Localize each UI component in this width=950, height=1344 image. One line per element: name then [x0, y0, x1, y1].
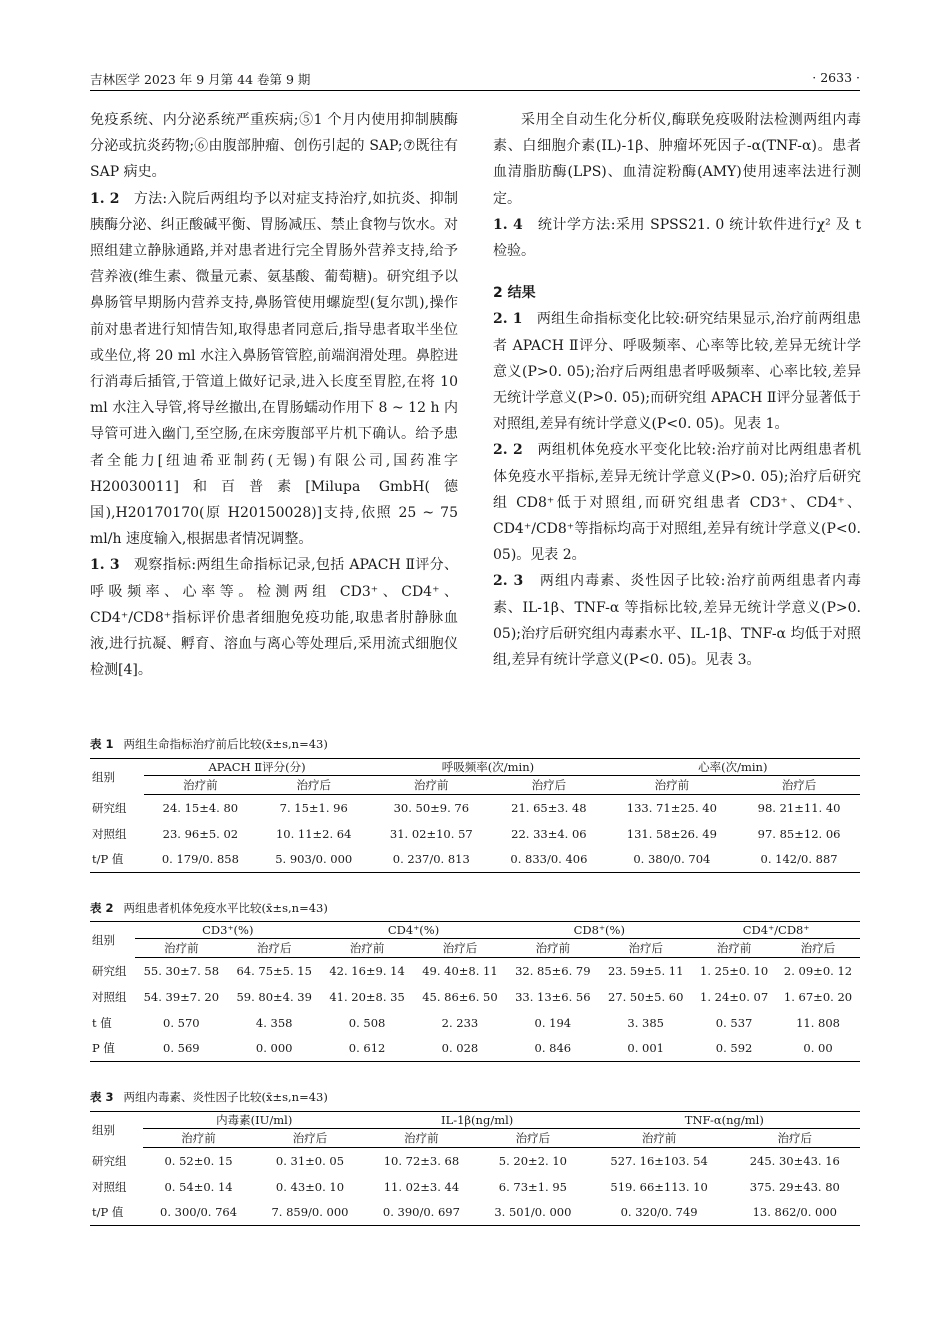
table-cell: 133. 71±25. 40	[626, 800, 717, 815]
table-cell: 23. 96±5. 02	[162, 826, 239, 841]
table-1	[90, 758, 860, 873]
table-cell: 30. 50±9. 76	[393, 800, 470, 815]
column-group-header: 内毒素(IU/ml)	[143, 1112, 366, 1129]
section-2-1	[493, 306, 861, 437]
table-cell: 24. 15±4. 80	[162, 800, 239, 815]
left-column	[90, 107, 458, 683]
row-label: t 值	[92, 1015, 112, 1030]
table-cell: 1. 67±0. 20	[783, 989, 853, 1004]
section-number: 2. 1	[493, 311, 523, 328]
table-cell: 0. 001	[599, 1036, 692, 1062]
table-cell: 1. 25±0. 10	[700, 963, 769, 978]
table-cell: 0. 31±0. 05	[275, 1153, 345, 1168]
table-cell: 519. 66±113. 10	[610, 1179, 708, 1194]
table-3	[90, 1111, 860, 1226]
table-cell: 0. 570	[163, 1015, 200, 1030]
table-cell: 1. 24±0. 07	[700, 989, 769, 1004]
table-1-caption	[90, 736, 328, 752]
table-cell: 54. 39±7. 20	[143, 989, 220, 1004]
section-text: 两组内毒素、炎性因子比较:治疗前两组患者内毒素、IL-1β、TNF-α 等指标比较,差异无统计学意义(P>0. 05);治疗后研究组内毒素水平、IL-1β、TNF-α 均低于对照组,差异有统计学意义(P<0. 05)。见表 3。	[493, 573, 862, 669]
table-row	[90, 1010, 860, 1036]
section-1-2	[90, 186, 458, 553]
row-label: 研究组	[92, 800, 127, 815]
row-label: 研究组	[92, 1153, 127, 1168]
table-cell: 0. 00	[776, 1036, 860, 1062]
table-cell: 4. 358	[255, 1015, 293, 1030]
table-cell: 0. 52±0. 15	[164, 1153, 233, 1168]
group-header: 组别	[90, 1112, 143, 1148]
section-2-3	[493, 568, 861, 673]
header-rule	[90, 90, 860, 91]
table-cell: 0. 380/0. 704	[606, 847, 739, 873]
row-label: 对照组	[92, 826, 127, 841]
sub-header: 治疗前	[370, 776, 492, 795]
table-2	[90, 921, 860, 1062]
table-cell: 64. 75±5. 15	[236, 963, 312, 978]
sub-header: 治疗后	[738, 776, 860, 795]
table-label: 表 1	[90, 737, 114, 751]
sub-header: 治疗前	[135, 939, 228, 958]
table-cell: 98. 21±11. 40	[757, 800, 841, 815]
section-text: 方法:入院后两组均予以对症支持治疗,如抗炎、抑制胰酶分泌、纠正酸碱平衡、胃肠减压、禁止食物与饮水。对照组建立静脉通路,并对患者进行完全胃肠外营养支持,给予营养液(维生素、微量元素、氨基酸、葡萄糖)。研究组予以鼻肠管早期肠内营养支持,鼻肠管使用螺旋型(复尔凯),操作前对患者进行知情告知,取得患者同意后,指导患者取半坐位或坐位,将 20 ml 水注入鼻肠管管腔,前端润滑处理。鼻腔进行消毒后插管,于管道上做好记录,进入长度至胃腔,在将 10 ml 水注入导管,将导丝撤出,在胃肠蠕动作用下 8 ~ 12 h 内导管可进入幽门,至空肠,在床旁腹部平片机下确认。给予患者全能力[纽迪希亚制药(无锡)有限公司,国药准字 H20030011]和百普素[Milupa GmbH(德国),H20170170(原 H20150028)]支持,依照 25 ~ 75 ml/h 速度输入,根据患者情况调整。	[90, 190, 458, 548]
table-cell: 5. 20±2. 10	[498, 1153, 567, 1168]
sub-header: 治疗前	[506, 939, 599, 958]
sub-header: 治疗后	[599, 939, 692, 958]
table-cell: 0. 028	[414, 1036, 507, 1062]
table-cell: 0. 569	[135, 1036, 228, 1062]
group-header: 组别	[90, 759, 144, 795]
table-cell: 0. 54±0. 14	[164, 1179, 233, 1194]
sub-header: 治疗前	[366, 1129, 477, 1148]
table-row	[90, 958, 860, 984]
table-label: 表 3	[90, 1090, 114, 1104]
section-1-4	[493, 212, 861, 264]
table-cell: 0. 320/0. 749	[589, 1200, 730, 1226]
table-cell: 0. 300/0. 764	[143, 1200, 254, 1226]
table-title: 两组患者机体免疫水平比较(x̄±s,n=43)	[123, 901, 328, 915]
table-cell: 0. 142/0. 887	[738, 847, 860, 873]
paragraph-exclusion-criteria: 免疫系统、内分泌系统严重疾病;⑤1 个月内使用抑制胰酶分泌或抗炎药物;⑥由腹部肿瘤、创伤引起的 SAP;⑦既往有 SAP 病史。	[90, 112, 458, 181]
table-cell: 10. 72±3. 68	[383, 1153, 460, 1168]
table-cell: 375. 29±43. 80	[749, 1179, 840, 1194]
table-cell: 42. 16±9. 14	[329, 963, 405, 978]
section-1-3	[90, 552, 458, 683]
section-number: 1. 3	[90, 557, 120, 574]
table-cell: 11. 02±3. 44	[383, 1179, 460, 1194]
sub-header: 治疗后	[228, 939, 321, 958]
sub-header: 治疗后	[414, 939, 507, 958]
section-text: 统计学方法:采用 SPSS21. 0 统计软件进行χ² 及 t 检验。	[493, 216, 861, 260]
table-cell: 0. 612	[321, 1036, 414, 1062]
column-group-header: APACH Ⅱ评分(分)	[144, 759, 371, 776]
table-row	[90, 1036, 860, 1062]
paragraph-detection-methods: 采用全自动生化分析仪,酶联免疫吸附法检测两组内毒素、白细胞介素(IL)-1β、肿瘤坏死因子-α(TNF-α)。患者血清脂肪酶(LPS)、血清淀粉酶(AMY)使用速率法进行测定。	[493, 112, 861, 207]
table-cell: 0. 390/0. 697	[366, 1200, 477, 1226]
row-label: 研究组	[92, 963, 127, 978]
column-group-header: CD4⁺/CD8⁺	[692, 922, 860, 939]
table-row	[90, 1200, 860, 1226]
right-column	[493, 107, 861, 673]
row-label: 对照组	[92, 989, 127, 1004]
table-cell: 2. 09±0. 12	[783, 963, 853, 978]
table-cell: 22. 33±4. 06	[511, 826, 587, 841]
table-cell: 0. 846	[506, 1036, 599, 1062]
table-cell: 55. 30±7. 58	[143, 963, 220, 978]
table-cell: 0. 000	[228, 1036, 321, 1062]
table-row	[90, 821, 860, 847]
section-text: 观察指标:两组生命指标记录,包括 APACH Ⅱ评分、呼吸频率、心率等。检测两组 CD3⁺、CD4⁺、CD4⁺/CD8⁺指标评价患者细胞免疫功能,取患者肘静脉血液,进行抗凝、孵育、溶血与离心等处理后,采用流式细胞仪检测[4]。	[90, 557, 459, 679]
sub-header: 治疗后	[257, 776, 370, 795]
table-cell: 0. 833/0. 406	[492, 847, 605, 873]
row-label: t/P 值	[90, 1200, 143, 1226]
table-cell: 0. 43±0. 10	[275, 1179, 345, 1194]
table-2-caption	[90, 900, 328, 916]
table-cell: 6. 73±1. 95	[498, 1179, 567, 1194]
column-group-header: 呼吸频率(次/min)	[370, 759, 605, 776]
table-3-caption	[90, 1089, 328, 1105]
table-cell: 0. 537	[715, 1015, 753, 1030]
column-group-header: CD8⁺(%)	[506, 922, 692, 939]
sub-header: 治疗前	[589, 1129, 730, 1148]
table-cell: 0. 237/0. 813	[370, 847, 492, 873]
table-label: 表 2	[90, 901, 114, 915]
table-cell: 7. 859/0. 000	[254, 1200, 365, 1226]
page-number: · 2633 ·	[812, 70, 860, 85]
column-group-header: IL-1β(ng/ml)	[366, 1112, 589, 1129]
heading-results: 2 结果	[493, 285, 536, 302]
table-cell: 0. 592	[692, 1036, 776, 1062]
section-number: 1. 2	[90, 190, 120, 207]
table-title: 两组生命指标治疗前后比较(x̄±s,n=43)	[123, 737, 328, 751]
column-group-header: 心率(次/min)	[606, 759, 860, 776]
section-number: 2. 2	[493, 442, 523, 459]
sub-header: 治疗前	[144, 776, 257, 795]
table-cell: 0. 194	[534, 1015, 572, 1030]
row-label: t/P 值	[90, 847, 144, 873]
table-cell: 2. 233	[441, 1015, 479, 1030]
table-title: 两组内毒素、炎性因子比较(x̄±s,n=43)	[123, 1090, 328, 1104]
section-text: 两组生命指标变化比较:研究结果显示,治疗前两组患者 APACH Ⅱ评分、呼吸频率、心率等比较,差异无统计学意义(P>0. 05);治疗后两组患者呼吸频率、心率比较,差异无统计学意义(P>0. 05);而研究组 APACH Ⅱ评分显著低于对照组,差异有统计学意义(P<0. 05)。见表 1。	[493, 311, 861, 433]
sub-header: 治疗后	[730, 1129, 860, 1148]
sub-header: 治疗前	[321, 939, 414, 958]
table-cell: 0. 179/0. 858	[144, 847, 257, 873]
table-cell: 27. 50±5. 60	[607, 989, 684, 1004]
group-header: 组别	[90, 922, 135, 958]
sub-header: 治疗后	[492, 776, 605, 795]
table-cell: 7. 15±1. 96	[279, 800, 348, 815]
table-row	[90, 984, 860, 1010]
table-cell: 527. 16±103. 54	[610, 1153, 708, 1168]
running-header	[90, 66, 860, 88]
table-cell: 33. 13±6. 56	[515, 989, 591, 1004]
sub-header: 治疗前	[692, 939, 776, 958]
column-group-header: TNF-α(ng/ml)	[589, 1112, 860, 1129]
row-label: P 值	[90, 1036, 135, 1062]
table-cell: 41. 20±8. 35	[329, 989, 405, 1004]
journal-info: 吉林医学 2023 年 9 月第 44 卷第 9 期	[90, 72, 311, 87]
table-cell: 31. 02±10. 57	[389, 826, 473, 841]
table-cell: 245. 30±43. 16	[749, 1153, 840, 1168]
table-cell: 59. 80±4. 39	[236, 989, 312, 1004]
table-cell: 5. 903/0. 000	[257, 847, 370, 873]
section-number: 2. 3	[493, 573, 524, 590]
table-cell: 45. 86±6. 50	[422, 989, 498, 1004]
sub-header: 治疗后	[254, 1129, 365, 1148]
table-cell: 10. 11±2. 64	[275, 826, 352, 841]
sub-header: 治疗前	[143, 1129, 254, 1148]
table-row	[90, 1148, 860, 1174]
table-row	[90, 1174, 860, 1200]
table-cell: 23. 59±5. 11	[607, 963, 684, 978]
sub-header: 治疗前	[606, 776, 739, 795]
table-cell: 49. 40±8. 11	[422, 963, 498, 978]
table-cell: 3. 501/0. 000	[477, 1200, 588, 1226]
table-cell: 11. 808	[796, 1015, 840, 1030]
table-cell: 131. 58±26. 49	[626, 826, 717, 841]
sub-header: 治疗后	[776, 939, 860, 958]
table-cell: 97. 85±12. 06	[757, 826, 841, 841]
row-label: 对照组	[92, 1179, 127, 1194]
table-cell: 13. 862/0. 000	[730, 1200, 860, 1226]
sub-header: 治疗后	[477, 1129, 588, 1148]
table-cell: 32. 85±6. 79	[515, 963, 591, 978]
section-2-2	[493, 437, 861, 568]
section-number: 1. 4	[493, 216, 523, 233]
column-group-header: CD3⁺(%)	[135, 922, 321, 939]
table-row	[90, 847, 860, 873]
table-cell: 21. 65±3. 48	[511, 800, 587, 815]
section-text: 两组机体免疫水平变化比较:治疗前对比两组患者机体免疫水平指标,差异无统计学意义(P>0. 05);治疗后研究组 CD8⁺低于对照组,而研究组患者 CD3⁺、CD4⁺、CD4⁺/CD8⁺等指标均高于对照组,差异有统计学意义(P<0. 05)。见表 2。	[493, 442, 861, 564]
column-group-header: CD4⁺(%)	[321, 922, 507, 939]
table-cell: 0. 508	[348, 1015, 386, 1030]
table-cell: 3. 385	[627, 1015, 664, 1030]
table-row	[90, 795, 860, 821]
